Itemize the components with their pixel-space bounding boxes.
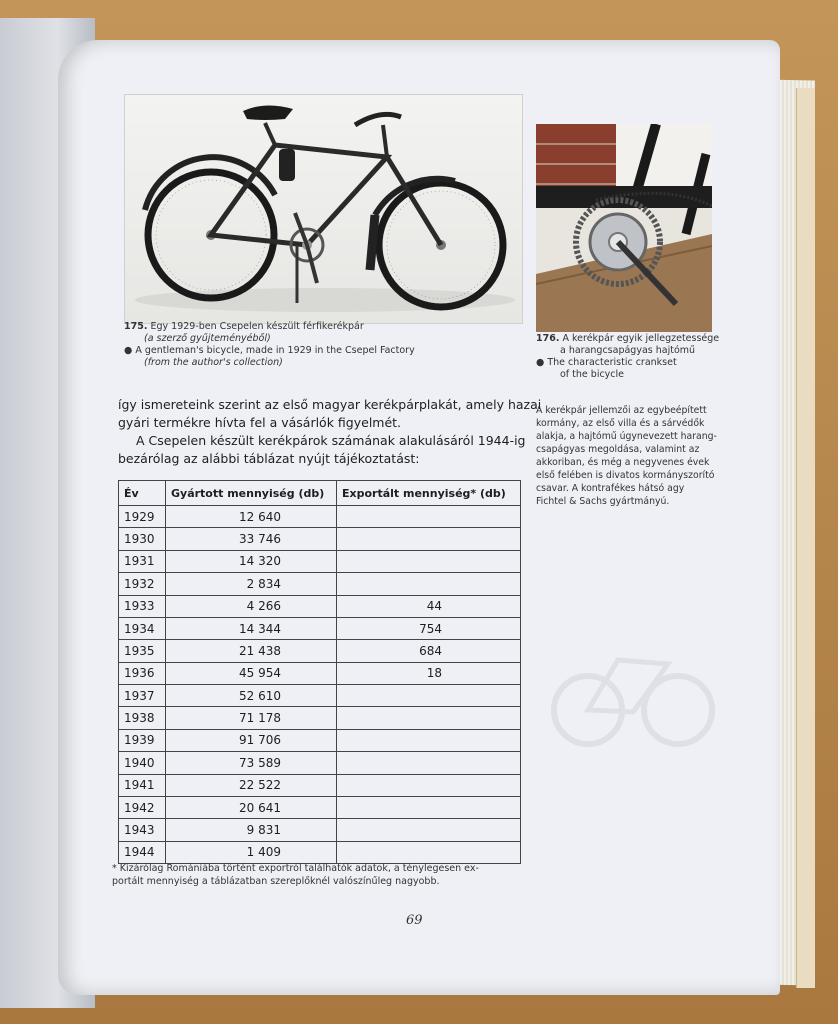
english-marker-icon: ●: [536, 357, 545, 368]
table-body: [119, 506, 521, 864]
cell-year: 1943: [119, 819, 166, 841]
cell-exported: [337, 528, 521, 550]
cell-produced: 91 706: [166, 729, 337, 751]
table-header-row: [119, 481, 521, 506]
table-row: [119, 662, 521, 684]
cell-exported: 684: [337, 640, 521, 662]
figure-176-caption: [536, 333, 719, 381]
body-line: így ismereteink szerint az első magyar kerékpárplakát, amely hazai: [118, 397, 542, 412]
cell-exported: [337, 796, 521, 818]
watermark-bicycle-icon: [548, 640, 718, 754]
cell-produced: 45 954: [166, 662, 337, 684]
cell-produced: 14 320: [166, 550, 337, 572]
cell-exported: [337, 819, 521, 841]
cell-year: 1934: [119, 617, 166, 639]
footnote-line: portált mennyiség a táblázatban szereplőknél valószínűleg nagyobb.: [112, 876, 440, 887]
table-row: [119, 595, 521, 617]
body-line: bezárólag az alábbi táblázat nyújt tájékoztatást:: [118, 451, 420, 466]
cell-year: 1939: [119, 729, 166, 751]
side-line: A kerékpár jellemzői az egybeépített: [536, 405, 707, 416]
table-footnote: [112, 862, 479, 888]
book-cover-edge: [796, 88, 815, 988]
cell-produced: 22 522: [166, 774, 337, 796]
figure-175-title-hu: Egy 1929-ben Csepelen készült férfikerékpár: [150, 321, 364, 332]
page-number: 69: [406, 913, 423, 928]
cell-produced: 14 344: [166, 617, 337, 639]
cell-year: 1944: [119, 841, 166, 863]
cell-year: 1942: [119, 796, 166, 818]
cell-year: 1937: [119, 685, 166, 707]
crankset-illustration: [536, 124, 712, 332]
cell-exported: 18: [337, 662, 521, 684]
table-row: [119, 774, 521, 796]
cell-produced: 21 438: [166, 640, 337, 662]
cell-year: 1941: [119, 774, 166, 796]
table-row: [119, 617, 521, 639]
cell-produced: 4 266: [166, 595, 337, 617]
header-exported: Exportált mennyiség* (db): [337, 481, 521, 506]
english-marker-icon: ●: [124, 345, 133, 356]
bicycle-photo: [124, 94, 523, 324]
side-line: első felében is divatos kormányszorító: [536, 470, 715, 481]
header-year: Év: [119, 481, 166, 506]
cell-produced: 2 834: [166, 573, 337, 595]
cell-year: 1929: [119, 506, 166, 528]
cell-produced: 73 589: [166, 752, 337, 774]
cell-year: 1936: [119, 662, 166, 684]
production-table: [118, 480, 521, 864]
figure-175-caption: [124, 321, 415, 369]
cell-year: 1935: [119, 640, 166, 662]
footnote-line: * Kizárólag Romániába történt exportról találhatók adatok, a ténylegesen ex-: [112, 863, 479, 874]
table-row: [119, 819, 521, 841]
table-row: [119, 796, 521, 818]
cell-exported: [337, 506, 521, 528]
cell-exported: [337, 729, 521, 751]
figure-176-line2-en: of the bicycle: [560, 369, 625, 380]
cell-exported: [337, 707, 521, 729]
body-paragraph: [118, 396, 541, 468]
cell-year: 1930: [119, 528, 166, 550]
body-line: A Csepelen készült kerékpárok számának alakulásáról 1944-ig: [136, 433, 526, 448]
cell-exported: [337, 774, 521, 796]
figure-175-source-en: (from the author's collection): [144, 357, 283, 368]
side-line: csapágyas megoldása, valamint az: [536, 444, 700, 455]
cell-produced: 9 831: [166, 819, 337, 841]
table-row: [119, 685, 521, 707]
side-line: akkoriban, és még a negyvenes évek: [536, 457, 710, 468]
bicycle-illustration: [125, 95, 522, 323]
cell-exported: [337, 685, 521, 707]
table-row: [119, 707, 521, 729]
cell-produced: 33 746: [166, 528, 337, 550]
table-row: [119, 528, 521, 550]
header-produced: Gyártott mennyiség (db): [166, 481, 337, 506]
cell-produced: 52 610: [166, 685, 337, 707]
figure-176-line1-en: The characteristic crankset: [547, 357, 677, 368]
crankset-photo: [536, 124, 712, 332]
cell-exported: [337, 841, 521, 863]
figure-176-line2-hu: a harangcsapágyas hajtómű: [560, 345, 696, 356]
table-row: [119, 841, 521, 863]
table-row: [119, 573, 521, 595]
cell-exported: [337, 752, 521, 774]
cell-exported: 44: [337, 595, 521, 617]
cell-produced: 20 641: [166, 796, 337, 818]
cell-year: 1932: [119, 573, 166, 595]
figure-176-number: 176.: [536, 333, 560, 344]
cell-produced: 12 640: [166, 506, 337, 528]
side-line: Fichtel & Sachs gyártmányú.: [536, 496, 670, 507]
cell-year: 1940: [119, 752, 166, 774]
figure-175-number: 175.: [124, 321, 148, 332]
table-row: [119, 729, 521, 751]
cell-year: 1938: [119, 707, 166, 729]
side-line: alakja, a hajtómű úgynevezett harang-: [536, 431, 717, 442]
table-row: [119, 752, 521, 774]
side-line: kormány, az első villa és a sárvédők: [536, 418, 705, 429]
figure-175-title-en: A gentleman's bicycle, made in 1929 in the Csepel Factory: [135, 345, 415, 356]
side-paragraph: [536, 404, 736, 508]
cell-exported: [337, 550, 521, 572]
cell-year: 1931: [119, 550, 166, 572]
table-row: [119, 550, 521, 572]
side-line: csavar. A kontrafékes hátsó agy: [536, 483, 685, 494]
cell-exported: [337, 573, 521, 595]
cell-produced: 1 409: [166, 841, 337, 863]
body-line: gyári termékre hívta fel a vásárlók figyelmét.: [118, 415, 402, 430]
cell-produced: 71 178: [166, 707, 337, 729]
cell-year: 1933: [119, 595, 166, 617]
figure-175-source-hu: (a szerző gyűjteményéből): [144, 333, 271, 344]
figure-176-line1-hu: A kerékpár egyik jellegzetessége: [562, 333, 720, 344]
table-row: [119, 506, 521, 528]
cell-exported: 754: [337, 617, 521, 639]
table-row: [119, 640, 521, 662]
